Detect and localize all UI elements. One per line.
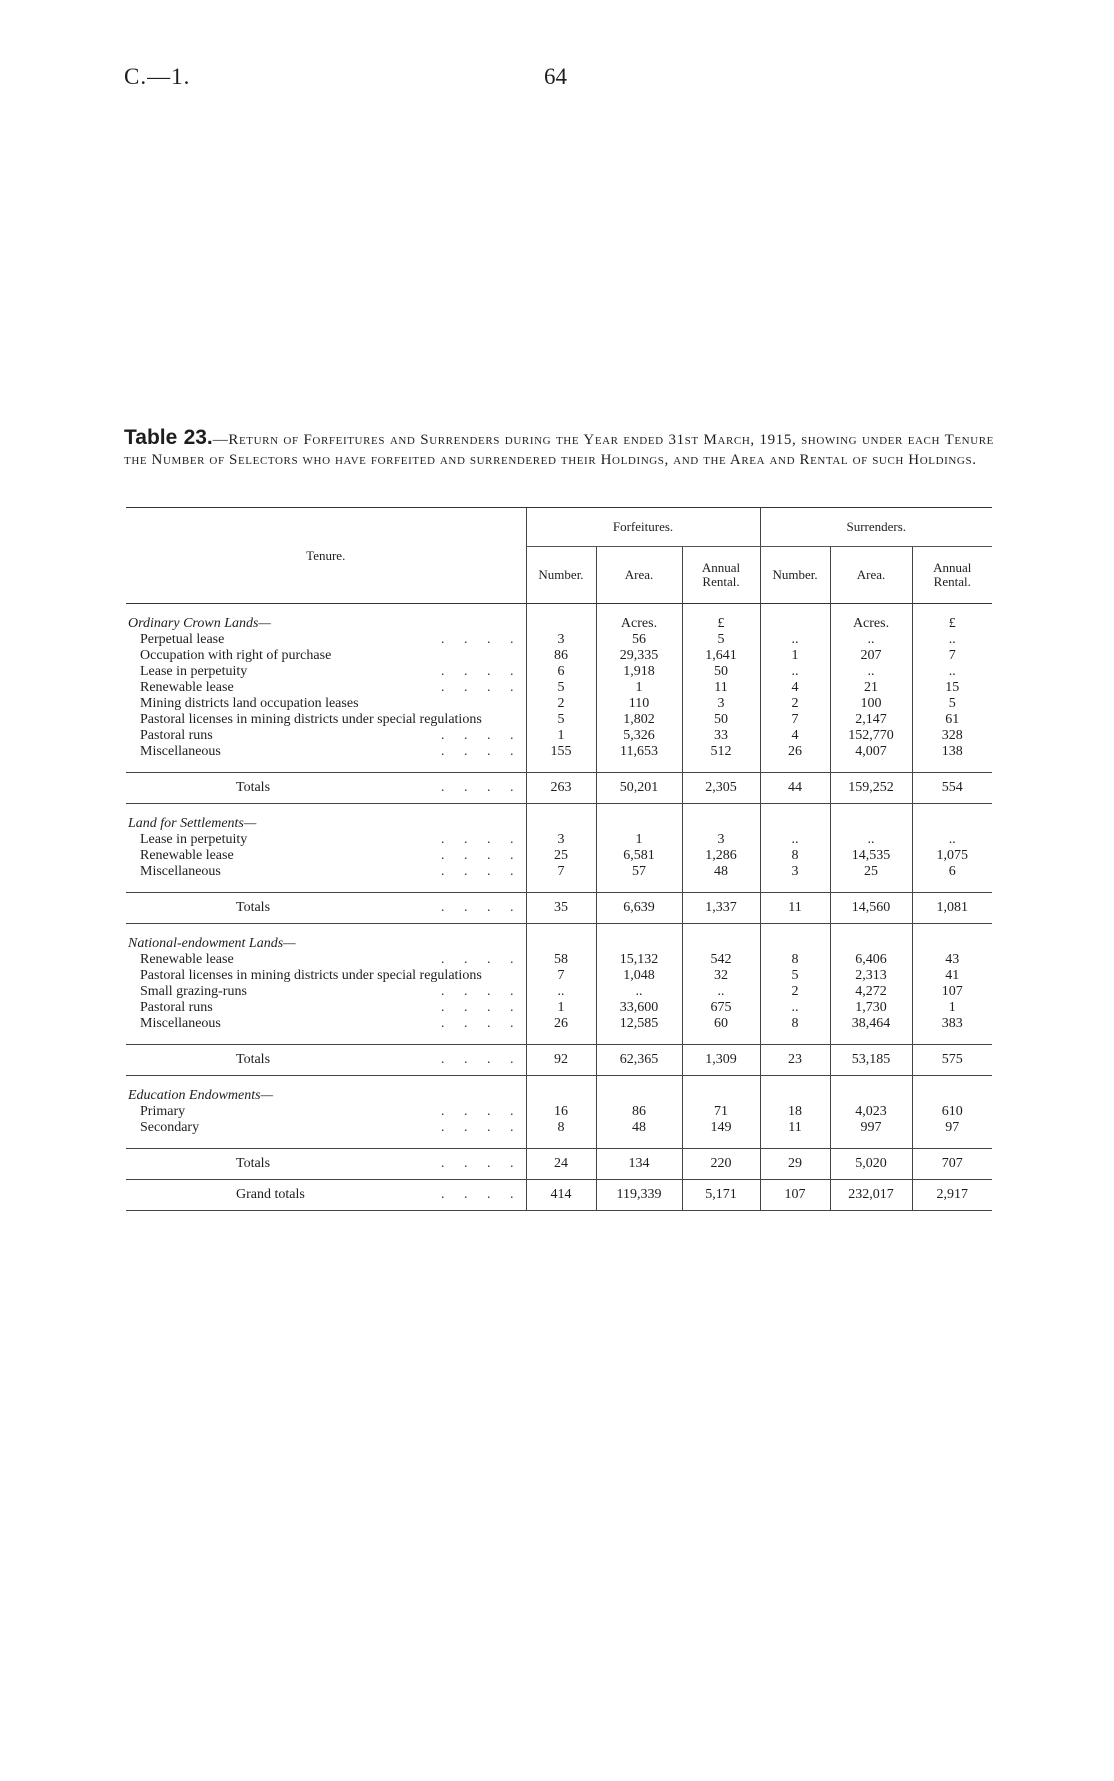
dot-leader: . . . . bbox=[441, 832, 522, 847]
table-row bbox=[126, 728, 992, 744]
forfeit-area-grand-total: 119,339 bbox=[596, 1180, 682, 1211]
row-label: Primary bbox=[140, 1104, 186, 1119]
dot-leader: . . . . bbox=[441, 1000, 522, 1015]
surrender-number: .. bbox=[760, 664, 830, 680]
totals-row bbox=[126, 773, 992, 804]
totals-label: Totals bbox=[236, 1052, 271, 1067]
surrender-number: 8 bbox=[760, 848, 830, 864]
page-number: 64 bbox=[544, 64, 567, 89]
forfeit-number-total: 35 bbox=[526, 893, 596, 924]
section-title: National-endowment Lands— bbox=[128, 936, 296, 951]
surrender-number: 3 bbox=[760, 864, 830, 880]
surrender-number: 18 bbox=[760, 1104, 830, 1120]
forfeit-area: 29,335 bbox=[596, 648, 682, 664]
section-heading bbox=[126, 616, 992, 632]
surrender-number: 4 bbox=[760, 680, 830, 696]
row-label: Renewable lease bbox=[140, 952, 234, 967]
table-row bbox=[126, 848, 992, 864]
surrenders-header: Surrenders. bbox=[760, 508, 992, 547]
surrender-area-grand-total: 232,017 bbox=[830, 1180, 912, 1211]
table-row bbox=[126, 984, 992, 1000]
forfeit-number-total: 263 bbox=[526, 773, 596, 804]
surrender-number-total: 44 bbox=[760, 773, 830, 804]
forfeit-area: 5,326 bbox=[596, 728, 682, 744]
forfeit-rental-total: 220 bbox=[682, 1149, 760, 1180]
surrenders-area-header: Area. bbox=[830, 547, 912, 604]
surrender-number: 8 bbox=[760, 1016, 830, 1032]
section-heading bbox=[126, 936, 992, 952]
surrender-number: .. bbox=[760, 632, 830, 648]
forfeit-number: .. bbox=[526, 984, 596, 1000]
grand-totals-row bbox=[126, 1180, 992, 1211]
surrender-number: 2 bbox=[760, 696, 830, 712]
rental-unit: £ bbox=[682, 616, 760, 632]
forfeit-area-total: 134 bbox=[596, 1149, 682, 1180]
dot-leader: . . . . bbox=[441, 1104, 522, 1119]
row-label: Small grazing-runs bbox=[140, 984, 247, 999]
table-row bbox=[126, 1120, 992, 1136]
rental-unit: £ bbox=[912, 616, 992, 632]
surrender-area: 207 bbox=[830, 648, 912, 664]
area-unit: Acres. bbox=[830, 616, 912, 632]
section-heading bbox=[126, 1088, 992, 1104]
surrender-area: 4,023 bbox=[830, 1104, 912, 1120]
forfeit-rental: 149 bbox=[682, 1120, 760, 1136]
surrender-rental: 107 bbox=[912, 984, 992, 1000]
dot-leader: . . . . bbox=[441, 632, 522, 647]
surrender-area: 14,535 bbox=[830, 848, 912, 864]
forfeit-area: 1,918 bbox=[596, 664, 682, 680]
forfeit-number: 3 bbox=[526, 832, 596, 848]
surrender-rental-total: 707 bbox=[912, 1149, 992, 1180]
forfeit-area: 48 bbox=[596, 1120, 682, 1136]
table-row bbox=[126, 648, 992, 664]
forfeit-number: 5 bbox=[526, 712, 596, 728]
forfeit-number: 5 bbox=[526, 680, 596, 696]
forfeit-number: 86 bbox=[526, 648, 596, 664]
surrender-number: 5 bbox=[760, 968, 830, 984]
surrender-area: .. bbox=[830, 664, 912, 680]
forfeit-rental: 11 bbox=[682, 680, 760, 696]
surrender-number: 11 bbox=[760, 1120, 830, 1136]
surrender-number: 26 bbox=[760, 744, 830, 760]
forfeit-area: 1 bbox=[596, 680, 682, 696]
surrender-rental: 328 bbox=[912, 728, 992, 744]
forfeit-number: 8 bbox=[526, 1120, 596, 1136]
row-label: Lease in perpetuity bbox=[140, 832, 248, 847]
table-row bbox=[126, 1104, 992, 1120]
forfeit-area: 6,581 bbox=[596, 848, 682, 864]
dot-leader: . . . . bbox=[441, 900, 522, 915]
surrender-rental: 610 bbox=[912, 1104, 992, 1120]
dot-leader: . . . . bbox=[441, 1187, 522, 1202]
surrender-number: 7 bbox=[760, 712, 830, 728]
forfeitures-rental-header: Annual Rental. bbox=[682, 547, 760, 604]
row-label: Miscellaneous bbox=[140, 864, 221, 879]
dot-leader: . . . . bbox=[441, 1016, 522, 1031]
dot-leader: . . . . bbox=[441, 1156, 522, 1171]
surrender-area: 2,147 bbox=[830, 712, 912, 728]
row-label: Renewable lease bbox=[140, 680, 234, 695]
surrender-area: 1,730 bbox=[830, 1000, 912, 1016]
surrender-rental: .. bbox=[912, 832, 992, 848]
grand-totals-label: Grand totals bbox=[236, 1187, 305, 1202]
row-label: Miscellaneous bbox=[140, 744, 221, 759]
table-row bbox=[126, 696, 992, 712]
table-row bbox=[126, 680, 992, 696]
forfeit-number: 3 bbox=[526, 632, 596, 648]
forfeit-number: 16 bbox=[526, 1104, 596, 1120]
totals-row bbox=[126, 1149, 992, 1180]
forfeit-number: 6 bbox=[526, 664, 596, 680]
dot-leader: . . . . bbox=[441, 680, 522, 695]
forfeit-rental: 1,641 bbox=[682, 648, 760, 664]
document-reference: C.—1. bbox=[124, 64, 191, 89]
forfeit-rental: 60 bbox=[682, 1016, 760, 1032]
forfeit-number: 7 bbox=[526, 864, 596, 880]
surrender-rental: 41 bbox=[912, 968, 992, 984]
row-label: Renewable lease bbox=[140, 848, 234, 863]
forfeit-number-total: 92 bbox=[526, 1045, 596, 1076]
forfeit-rental: 71 bbox=[682, 1104, 760, 1120]
surrender-rental: 1 bbox=[912, 1000, 992, 1016]
area-unit: Acres. bbox=[596, 616, 682, 632]
dot-leader: . . . . bbox=[441, 1120, 522, 1135]
dot-leader: . . . . bbox=[441, 952, 522, 967]
dot-leader: . . . . bbox=[441, 664, 522, 679]
surrender-rental: 15 bbox=[912, 680, 992, 696]
section-title: Land for Settlements— bbox=[128, 816, 257, 831]
forfeit-rental: .. bbox=[682, 984, 760, 1000]
forfeit-area: 56 bbox=[596, 632, 682, 648]
tenure-header: Tenure. bbox=[126, 508, 526, 604]
table-row bbox=[126, 712, 992, 728]
table-row bbox=[126, 864, 992, 880]
section-title: Education Endowments— bbox=[128, 1088, 274, 1103]
forfeit-number-grand-total: 414 bbox=[526, 1180, 596, 1211]
row-label: Perpetual lease bbox=[140, 632, 225, 647]
forfeitures-area-header: Area. bbox=[596, 547, 682, 604]
forfeit-area: 15,132 bbox=[596, 952, 682, 968]
surrender-rental-grand-total: 2,917 bbox=[912, 1180, 992, 1211]
forfeit-area-total: 62,365 bbox=[596, 1045, 682, 1076]
totals-label: Totals bbox=[236, 780, 271, 795]
forfeit-rental: 48 bbox=[682, 864, 760, 880]
dot-leader: . . . . bbox=[441, 1052, 522, 1067]
forfeit-rental-total: 1,309 bbox=[682, 1045, 760, 1076]
surrender-rental: 7 bbox=[912, 648, 992, 664]
forfeit-rental: 1,286 bbox=[682, 848, 760, 864]
surrender-rental: .. bbox=[912, 632, 992, 648]
surrender-rental: 1,075 bbox=[912, 848, 992, 864]
surrender-number: .. bbox=[760, 832, 830, 848]
table-row bbox=[126, 632, 992, 648]
forfeit-area: .. bbox=[596, 984, 682, 1000]
surrender-rental: .. bbox=[912, 664, 992, 680]
row-label: Pastoral licenses in mining districts under special regulations bbox=[140, 968, 482, 983]
row-label: Pastoral runs bbox=[140, 728, 213, 743]
surrender-number-total: 23 bbox=[760, 1045, 830, 1076]
row-label: Miscellaneous bbox=[140, 1016, 221, 1031]
surrenders-number-header: Number. bbox=[760, 547, 830, 604]
forfeit-rental: 33 bbox=[682, 728, 760, 744]
forfeit-rental: 3 bbox=[682, 696, 760, 712]
forfeit-area: 1,048 bbox=[596, 968, 682, 984]
forfeit-area: 110 bbox=[596, 696, 682, 712]
dot-leader: . . . . bbox=[441, 744, 522, 759]
forfeit-rental: 512 bbox=[682, 744, 760, 760]
surrender-rental: 61 bbox=[912, 712, 992, 728]
surrender-rental-total: 1,081 bbox=[912, 893, 992, 924]
forfeit-area: 12,585 bbox=[596, 1016, 682, 1032]
totals-row bbox=[126, 893, 992, 924]
forfeit-area-total: 6,639 bbox=[596, 893, 682, 924]
table-row bbox=[126, 1016, 992, 1032]
forfeit-area: 86 bbox=[596, 1104, 682, 1120]
surrender-rental: 6 bbox=[912, 864, 992, 880]
forfeit-number: 1 bbox=[526, 728, 596, 744]
surrender-area-total: 53,185 bbox=[830, 1045, 912, 1076]
forfeit-rental: 50 bbox=[682, 664, 760, 680]
forfeit-number: 7 bbox=[526, 968, 596, 984]
surrender-area: 997 bbox=[830, 1120, 912, 1136]
forfeit-number-total: 24 bbox=[526, 1149, 596, 1180]
surrender-number: .. bbox=[760, 1000, 830, 1016]
row-label: Pastoral runs bbox=[140, 1000, 213, 1015]
surrender-area-total: 159,252 bbox=[830, 773, 912, 804]
surrender-number-grand-total: 107 bbox=[760, 1180, 830, 1211]
surrender-rental-total: 575 bbox=[912, 1045, 992, 1076]
table-row bbox=[126, 832, 992, 848]
forfeit-number: 1 bbox=[526, 1000, 596, 1016]
surrender-area: 6,406 bbox=[830, 952, 912, 968]
forfeit-number: 58 bbox=[526, 952, 596, 968]
section-title: Ordinary Crown Lands— bbox=[128, 616, 271, 631]
surrender-area: 4,272 bbox=[830, 984, 912, 1000]
forfeit-rental: 542 bbox=[682, 952, 760, 968]
surrender-area: 25 bbox=[830, 864, 912, 880]
forfeit-area: 11,653 bbox=[596, 744, 682, 760]
surrender-number: 4 bbox=[760, 728, 830, 744]
surrender-number: 8 bbox=[760, 952, 830, 968]
surrender-rental: 138 bbox=[912, 744, 992, 760]
surrender-number-total: 11 bbox=[760, 893, 830, 924]
surrender-rental: 97 bbox=[912, 1120, 992, 1136]
surrender-area-total: 14,560 bbox=[830, 893, 912, 924]
table-title: —Return of Forfeitures and Surrenders during the Year ended 31st March, 1915, showing under each Tenure the Number of Selectors who have forfeited and surrendered their Holdings, and the Area and Rental of such Holdings. bbox=[124, 432, 994, 468]
surrender-rental: 383 bbox=[912, 1016, 992, 1032]
row-label: Mining districts land occupation leases bbox=[140, 696, 359, 711]
surrender-area: 2,313 bbox=[830, 968, 912, 984]
surrender-number: 2 bbox=[760, 984, 830, 1000]
dot-leader: . . . . bbox=[441, 728, 522, 743]
table-row bbox=[126, 1000, 992, 1016]
surrender-area: 38,464 bbox=[830, 1016, 912, 1032]
forfeit-area-total: 50,201 bbox=[596, 773, 682, 804]
table-label: Table 23. bbox=[124, 426, 213, 449]
surrender-area: 100 bbox=[830, 696, 912, 712]
forfeit-rental: 5 bbox=[682, 632, 760, 648]
surrender-area: .. bbox=[830, 632, 912, 648]
dot-leader: . . . . bbox=[441, 984, 522, 999]
section-heading bbox=[126, 816, 992, 832]
forfeit-area: 57 bbox=[596, 864, 682, 880]
surrender-rental: 5 bbox=[912, 696, 992, 712]
forfeit-number: 155 bbox=[526, 744, 596, 760]
forfeitures-number-header: Number. bbox=[526, 547, 596, 604]
table-row bbox=[126, 968, 992, 984]
forfeit-rental-grand-total: 5,171 bbox=[682, 1180, 760, 1211]
forfeit-area: 33,600 bbox=[596, 1000, 682, 1016]
surrenders-rental-header: Annual Rental. bbox=[912, 547, 992, 604]
forfeit-area: 1,802 bbox=[596, 712, 682, 728]
forfeit-area: 1 bbox=[596, 832, 682, 848]
forfeit-rental-total: 2,305 bbox=[682, 773, 760, 804]
row-label: Pastoral licenses in mining districts under special regulations bbox=[140, 712, 482, 727]
dot-leader: . . . . bbox=[441, 780, 522, 795]
forfeit-rental: 32 bbox=[682, 968, 760, 984]
surrender-number: 1 bbox=[760, 648, 830, 664]
table-row bbox=[126, 744, 992, 760]
surrender-area: 21 bbox=[830, 680, 912, 696]
surrender-area: .. bbox=[830, 832, 912, 848]
surrender-rental-total: 554 bbox=[912, 773, 992, 804]
surrender-area-total: 5,020 bbox=[830, 1149, 912, 1180]
surrender-area: 152,770 bbox=[830, 728, 912, 744]
dot-leader: . . . . bbox=[441, 848, 522, 863]
surrender-number-total: 29 bbox=[760, 1149, 830, 1180]
forfeit-number: 2 bbox=[526, 696, 596, 712]
surrender-area: 4,007 bbox=[830, 744, 912, 760]
table-row bbox=[126, 664, 992, 680]
row-label: Lease in perpetuity bbox=[140, 664, 248, 679]
totals-label: Totals bbox=[236, 900, 271, 915]
totals-label: Totals bbox=[236, 1156, 271, 1171]
dot-leader: . . . . bbox=[441, 864, 522, 879]
forfeit-rental: 50 bbox=[682, 712, 760, 728]
table-caption bbox=[124, 428, 994, 470]
forfeit-rental: 3 bbox=[682, 832, 760, 848]
forfeit-number: 26 bbox=[526, 1016, 596, 1032]
forfeit-rental: 675 bbox=[682, 1000, 760, 1016]
forfeit-number: 25 bbox=[526, 848, 596, 864]
row-label: Secondary bbox=[140, 1120, 200, 1135]
table-row bbox=[126, 952, 992, 968]
forfeitures-header: Forfeitures. bbox=[526, 508, 760, 547]
forfeitures-surrenders-table bbox=[126, 507, 992, 1211]
row-label: Occupation with right of purchase bbox=[140, 648, 332, 663]
surrender-rental: 43 bbox=[912, 952, 992, 968]
totals-row bbox=[126, 1045, 992, 1076]
forfeit-rental-total: 1,337 bbox=[682, 893, 760, 924]
